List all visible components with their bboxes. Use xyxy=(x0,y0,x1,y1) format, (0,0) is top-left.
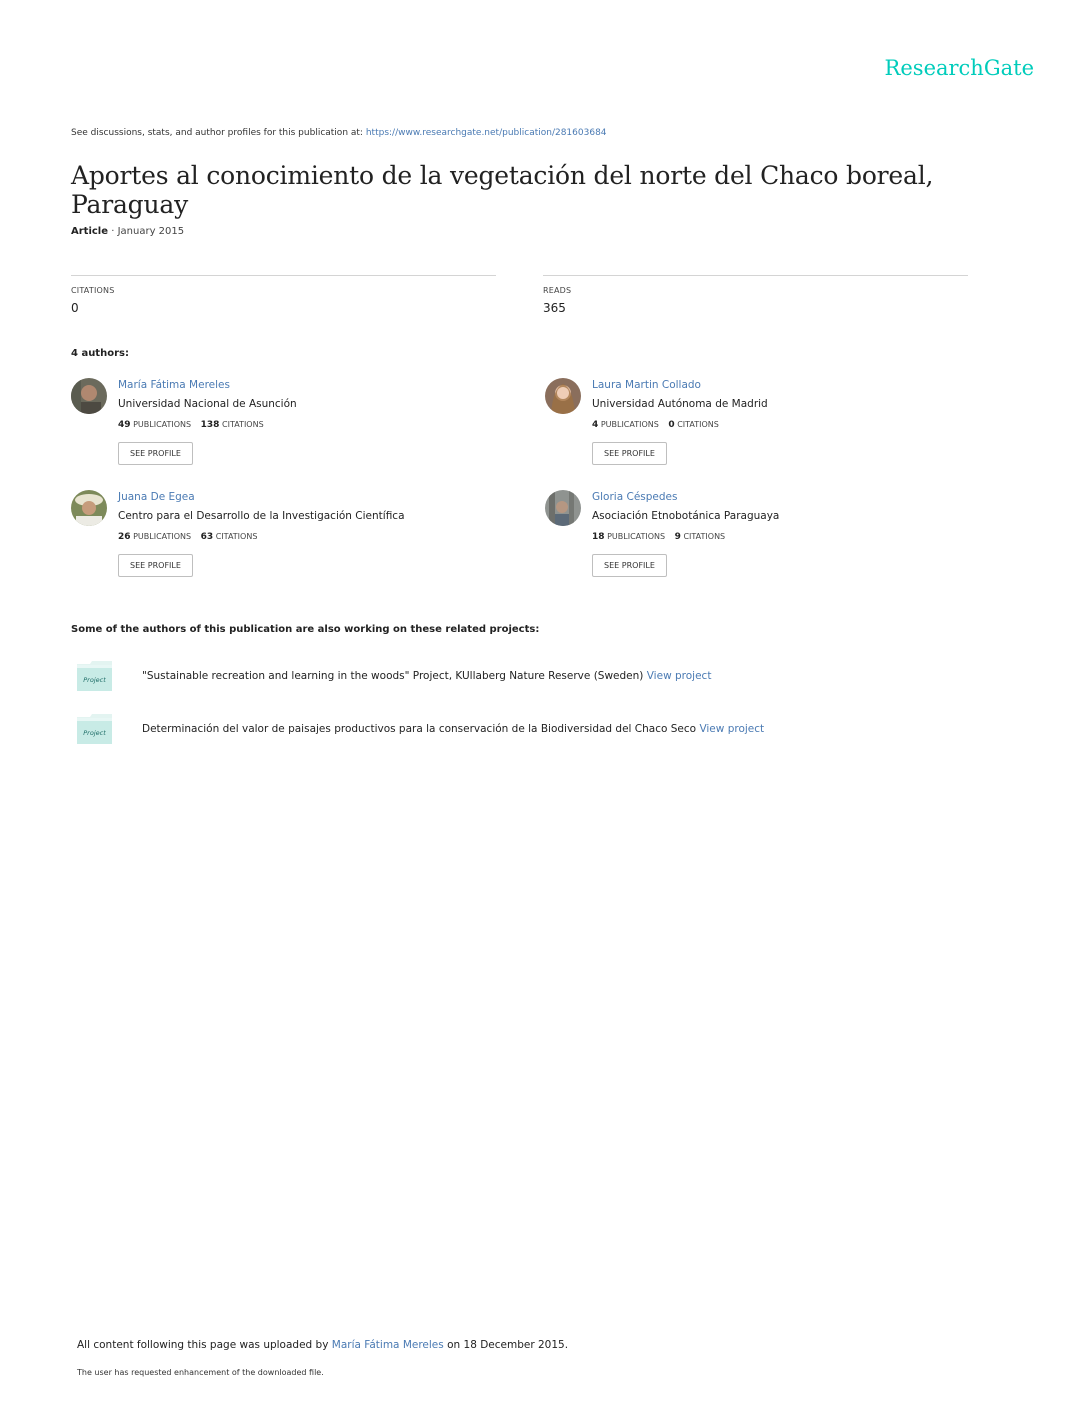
project-item xyxy=(76,713,976,745)
reads-label: READS xyxy=(543,286,572,295)
project-item xyxy=(76,660,976,692)
project-icon-label: Project xyxy=(83,729,106,737)
author-card xyxy=(545,490,965,590)
see-profile-button[interactable]: SEE PROFILE xyxy=(592,442,667,465)
see-profile-button[interactable]: SEE PROFILE xyxy=(592,554,667,577)
view-project-link[interactable]: View project xyxy=(699,723,765,735)
publications-label: PUBLICATIONS xyxy=(133,420,192,429)
publications-count: 4 xyxy=(592,420,599,430)
author-institution: Universidad Autónoma de Madrid xyxy=(592,398,768,410)
related-projects-heading: Some of the authors of this publication are also working on these related projects: xyxy=(71,624,540,635)
citations-count: 138 xyxy=(200,420,220,430)
author-stats xyxy=(118,532,257,542)
citations-count: 63 xyxy=(200,532,214,542)
publication-meta xyxy=(71,226,184,237)
authors-heading: 4 authors: xyxy=(71,348,129,359)
see-profile-button[interactable]: SEE PROFILE xyxy=(118,554,193,577)
author-card xyxy=(545,378,965,478)
upload-suffix: on 18 December 2015. xyxy=(447,1339,569,1351)
author-institution: Centro para el Desarrollo de la Investigación Científica xyxy=(118,510,405,522)
publication-date: · January 2015 xyxy=(111,226,185,237)
reads-divider xyxy=(543,275,968,276)
upload-prefix: All content following this page was uploaded by xyxy=(77,1339,329,1351)
author-stats xyxy=(592,532,725,542)
citations-count: 9 xyxy=(674,532,681,542)
publications-label: PUBLICATIONS xyxy=(607,532,666,541)
author-stats xyxy=(592,420,719,430)
author-name-link[interactable]: Juana De Egea xyxy=(118,491,195,503)
project-folder-icon xyxy=(76,713,113,745)
citations-value: 0 xyxy=(71,301,79,315)
citations-label: CITATIONS xyxy=(222,420,264,429)
project-folder-icon xyxy=(76,660,113,692)
author-stats xyxy=(118,420,264,430)
project-icon-label: Project xyxy=(83,676,106,684)
publications-label: PUBLICATIONS xyxy=(133,532,192,541)
author-institution: Asociación Etnobotánica Paraguaya xyxy=(592,510,780,522)
publication-url-link[interactable]: https://www.researchgate.net/publication/281603684 xyxy=(365,128,607,138)
author-name-link[interactable]: María Fátima Mereles xyxy=(118,379,230,391)
enhancement-note: The user has requested enhancement of the downloaded file. xyxy=(77,1368,324,1377)
avatar[interactable] xyxy=(71,378,107,414)
publications-count: 26 xyxy=(118,532,131,542)
project-description xyxy=(142,723,764,735)
author-name-link[interactable]: Gloria Céspedes xyxy=(592,491,678,503)
reads-value: 365 xyxy=(543,301,566,315)
see-discussions-text: See discussions, stats, and author profiles for this publication at: xyxy=(71,128,363,138)
publication-type: Article xyxy=(71,226,109,237)
citations-divider xyxy=(71,275,496,276)
project-title: Determinación del valor de paisajes productivos para la conservación de la Biodiversidad del Chaco Seco xyxy=(142,723,697,735)
see-profile-button[interactable]: SEE PROFILE xyxy=(118,442,193,465)
citations-count: 0 xyxy=(668,420,675,430)
project-title: "Sustainable recreation and learning in the woods" Project, KUllaberg Nature Reserve (Sweden) xyxy=(142,670,644,682)
avatar[interactable] xyxy=(71,490,107,526)
upload-note xyxy=(77,1339,568,1351)
citations-label: CITATIONS xyxy=(677,420,719,429)
citations-label: CITATIONS xyxy=(683,532,726,541)
researchgate-logo[interactable]: ResearchGate xyxy=(884,56,1034,80)
project-description xyxy=(142,670,711,682)
citations-label: CITATIONS xyxy=(215,532,258,541)
uploader-link[interactable]: María Fátima Mereles xyxy=(331,1339,444,1351)
publications-count: 18 xyxy=(592,532,605,542)
publication-title: Aportes al conocimiento de la vegetación del norte del Chaco boreal, Paraguay xyxy=(71,161,934,219)
author-institution: Universidad Nacional de Asunción xyxy=(118,398,297,410)
author-card xyxy=(71,378,491,478)
avatar[interactable] xyxy=(545,378,581,414)
avatar[interactable] xyxy=(545,490,581,526)
view-project-link[interactable]: View project xyxy=(646,670,712,682)
publications-count: 49 xyxy=(118,420,131,430)
publications-label: PUBLICATIONS xyxy=(600,420,659,429)
see-discussions-line xyxy=(71,128,607,138)
author-card xyxy=(71,490,491,590)
citations-label: CITATIONS xyxy=(71,286,115,295)
author-name-link[interactable]: Laura Martin Collado xyxy=(592,379,701,391)
